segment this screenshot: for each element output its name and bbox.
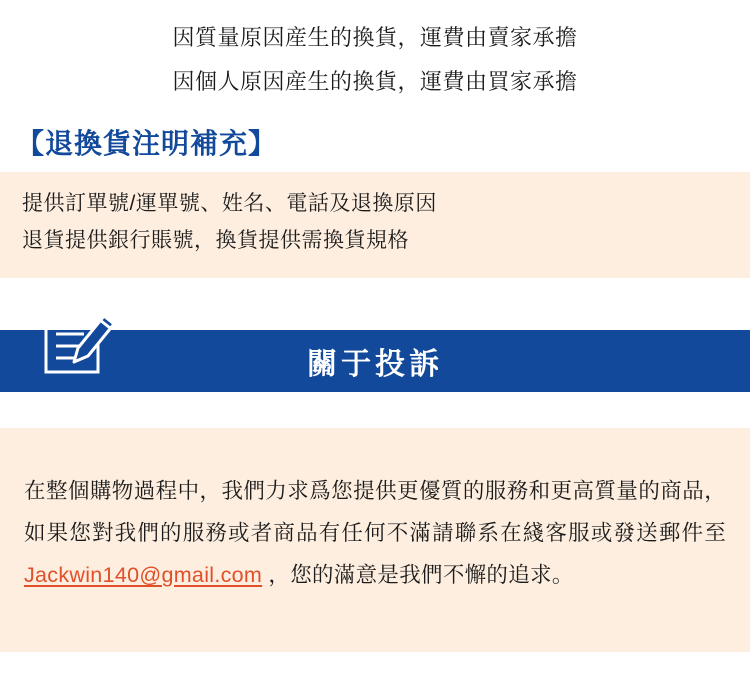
return-policy-lines	[0, 0, 750, 104]
return-note-heading: 【退換貨注明補充】	[16, 128, 278, 160]
policy-line: 因個人原因産生的換貨，運費由買家承擔	[172, 69, 578, 95]
policy-line: 因質量原因産生的換貨，運費由賣家承擔	[172, 25, 578, 50]
complaint-text-box	[0, 428, 750, 653]
complaint-banner	[0, 330, 750, 392]
complaint-text-before: 在整個購物過程中，我們力求爲您提供更優質的服務和更高質量的商品，如果您對我們的服務或者商品有任何不滿請聯系在綫客服或發送郵件至	[24, 479, 726, 546]
complaint-banner-title: 關于投訴	[307, 347, 443, 381]
return-note-box	[0, 172, 750, 278]
note-line: 提供訂單號/運單號、姓名、電話及退換原因	[22, 192, 437, 216]
complaint-paragraph	[24, 471, 726, 597]
complaint-text-after: ，您的滿意是我們不懈的追求。	[262, 563, 574, 588]
pencil-note-icon	[40, 302, 116, 378]
support-email-link[interactable]: Jackwin140@gmail.com	[24, 563, 263, 588]
note-line: 退貨提供銀行賬號，換貨提供需換貨規格	[22, 228, 409, 252]
